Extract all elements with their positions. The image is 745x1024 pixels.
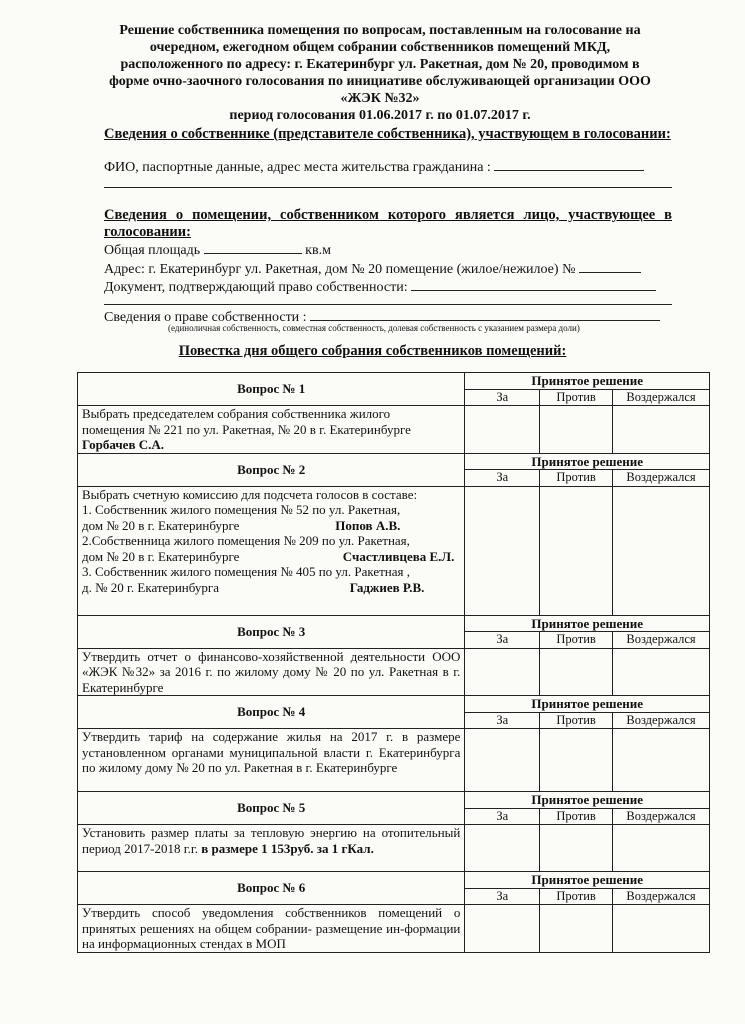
document-label: Документ, подтверждающий право собственности: bbox=[104, 280, 408, 295]
commission-member bbox=[82, 533, 460, 564]
vote-abstain-cell[interactable] bbox=[613, 729, 710, 792]
question-4-label: Вопрос № 4 bbox=[78, 696, 465, 729]
agenda-table bbox=[77, 372, 710, 953]
col-abstain: Воздержался bbox=[613, 712, 710, 729]
text-line: дом № 20 в г. Екатеринбурге bbox=[82, 548, 240, 564]
vote-abstain-cell[interactable] bbox=[613, 905, 710, 953]
question-2-header bbox=[78, 453, 710, 470]
chairman-name: Горбачев С.А. bbox=[82, 437, 164, 452]
vote-against-cell[interactable] bbox=[540, 905, 613, 953]
col-for: За bbox=[465, 808, 540, 825]
address-blank[interactable] bbox=[579, 259, 641, 273]
member-name: Счастливцева Е.Л. bbox=[342, 548, 455, 564]
col-against: Против bbox=[540, 808, 613, 825]
owner-section-heading: Сведения о собственнике (представителе собственника), участвующем в голосовании: bbox=[104, 126, 671, 142]
col-abstain: Воздержался bbox=[613, 470, 710, 487]
decision-header: Принятое решение bbox=[465, 615, 710, 632]
commission-member bbox=[82, 502, 460, 533]
area-blank[interactable] bbox=[204, 240, 302, 254]
vote-for-cell[interactable] bbox=[465, 825, 540, 872]
question-2-label: Вопрос № 2 bbox=[78, 453, 465, 486]
text-line: 2.Собственница жилого помещения № 209 по ул. Ракетная, bbox=[82, 533, 410, 548]
fio-blank[interactable] bbox=[494, 157, 644, 171]
heat-price: в размере 1 153руб. за 1 гКал. bbox=[201, 840, 374, 856]
address-field[interactable] bbox=[104, 259, 672, 279]
area-label: Общая площадь bbox=[104, 243, 201, 258]
document-blank-line[interactable] bbox=[104, 304, 672, 305]
question-1-label: Вопрос № 1 bbox=[78, 373, 465, 406]
col-for: За bbox=[465, 389, 540, 406]
col-abstain: Воздержался bbox=[613, 389, 710, 406]
text-line: помещения № 221 по ул. Ракетная, № 20 в г. Екатеринбурге bbox=[82, 421, 411, 437]
address-label: Адрес: г. Екатеринбург ул. Ракетная, дом № 20 помещение (жилое/нежилое) № bbox=[104, 262, 576, 277]
question-6-row bbox=[78, 905, 710, 953]
text-line: Установить размер платы за тепловую энергию на отопительный период 2017-2018 г.г. bbox=[82, 825, 461, 856]
col-against: Против bbox=[540, 632, 613, 649]
question-6-text: Утвердить способ уведомления собственников помещений о принятых решениях на общем собрании- размещение ин-формации на информационных стендах в МОП bbox=[78, 905, 465, 953]
vote-against-cell[interactable] bbox=[540, 729, 613, 792]
text-line: 3. Собственник жилого помещения № 405 по ул. Ракетная , bbox=[82, 564, 410, 579]
decision-header: Принятое решение bbox=[465, 872, 710, 889]
col-abstain: Воздержался bbox=[613, 632, 710, 649]
col-against: Против bbox=[540, 389, 613, 406]
text-line: 1. Собственник жилого помещения № 52 по ул. Ракетная, bbox=[82, 502, 401, 517]
fio-label: ФИО, паспортные данные, адрес места жительства гражданина : bbox=[104, 160, 491, 175]
question-1-text bbox=[78, 406, 465, 454]
text-line: Выбрать счетную комиссию для подсчета голосов в составе: bbox=[82, 486, 418, 502]
question-3-label: Вопрос № 3 bbox=[78, 615, 465, 648]
fio-field[interactable] bbox=[104, 157, 672, 177]
vote-abstain-cell[interactable] bbox=[613, 825, 710, 872]
text-line: д. № 20 г. Екатеринбурга bbox=[82, 579, 219, 595]
question-4-text: Утвердить тариф на содержание жилья на 2017 г. в размере установленном органами муниципальной власти г. Екатеринбурга по жилому дому № 20 по ул. Ракетная в г. Екатеринбурге bbox=[78, 729, 465, 792]
question-5-label: Вопрос № 5 bbox=[78, 792, 465, 825]
question-6-header bbox=[78, 872, 710, 889]
col-for: За bbox=[465, 888, 540, 905]
commission-member bbox=[82, 564, 460, 595]
title-line: «ЖЭК №32» bbox=[340, 91, 420, 106]
vote-for-cell[interactable] bbox=[465, 486, 540, 615]
vote-abstain-cell[interactable] bbox=[613, 406, 710, 454]
vote-for-cell[interactable] bbox=[465, 648, 540, 696]
decision-header: Принятое решение bbox=[465, 453, 710, 470]
vote-for-cell[interactable] bbox=[465, 905, 540, 953]
question-5-row bbox=[78, 825, 710, 872]
col-against: Против bbox=[540, 888, 613, 905]
vote-against-cell[interactable] bbox=[540, 825, 613, 872]
question-5-text bbox=[78, 825, 465, 872]
document-title bbox=[95, 22, 665, 124]
col-for: За bbox=[465, 712, 540, 729]
question-1-header bbox=[78, 373, 710, 390]
title-line: Решение собственника помещения по вопросам, поставленным на голосование на bbox=[119, 23, 641, 38]
question-3-row bbox=[78, 648, 710, 696]
question-1-row bbox=[78, 406, 710, 454]
question-6-label: Вопрос № 6 bbox=[78, 872, 465, 905]
question-3-text: Утвердить отчет о финансово-хозяйственной деятельности ООО «ЖЭК №32» за 2016 г. по жилому дому № 20 по ул. Ракетная в г. Екатеринбурге bbox=[78, 648, 465, 696]
decision-header: Принятое решение bbox=[465, 373, 710, 390]
decision-header: Принятое решение bbox=[465, 696, 710, 713]
col-for: За bbox=[465, 470, 540, 487]
premises-section-heading: Сведения о помещении, собственником которого является лицо, участвующее в голосовании: bbox=[104, 207, 672, 240]
title-line: форме очно-заочного голосования по инициативе обслуживающей организации ООО bbox=[109, 74, 651, 89]
ownership-blank[interactable] bbox=[310, 307, 660, 321]
vote-against-cell[interactable] bbox=[540, 648, 613, 696]
vote-abstain-cell[interactable] bbox=[613, 648, 710, 696]
text-line: дом № 20 в г. Екатеринбурге bbox=[82, 517, 240, 533]
question-4-header bbox=[78, 696, 710, 713]
vote-for-cell[interactable] bbox=[465, 729, 540, 792]
question-3-header bbox=[78, 615, 710, 632]
vote-abstain-cell[interactable] bbox=[613, 486, 710, 615]
document-blank[interactable] bbox=[411, 277, 656, 291]
member-name: Гаджиев Р.В. bbox=[349, 579, 425, 595]
question-2-row bbox=[78, 486, 710, 615]
col-abstain: Воздержался bbox=[613, 808, 710, 825]
col-for: За bbox=[465, 632, 540, 649]
vote-for-cell[interactable] bbox=[465, 406, 540, 454]
area-field[interactable] bbox=[104, 240, 672, 260]
col-abstain: Воздержался bbox=[613, 888, 710, 905]
vote-against-cell[interactable] bbox=[540, 406, 613, 454]
col-against: Против bbox=[540, 712, 613, 729]
member-name: Попов А.В. bbox=[335, 517, 401, 533]
voting-period: период голосования 01.06.2017 г. по 01.07.2017 г. bbox=[229, 108, 531, 123]
document-field[interactable] bbox=[104, 277, 672, 297]
question-4-row bbox=[78, 729, 710, 792]
col-against: Против bbox=[540, 470, 613, 487]
question-2-text bbox=[78, 486, 465, 615]
fio-blank-line[interactable] bbox=[104, 187, 672, 188]
title-line: расположенного по адресу: г. Екатеринбург ул. Ракетная, дом № 20, проводимом в bbox=[120, 57, 640, 72]
ownership-note: (единоличная собственность, совместная собственность, долевая собственность с указанием размера доли) bbox=[168, 323, 580, 333]
vote-against-cell[interactable] bbox=[540, 486, 613, 615]
agenda-title: Повестка дня общего собрания собственников помещений: bbox=[178, 343, 567, 359]
question-5-header bbox=[78, 792, 710, 809]
decision-header: Принятое решение bbox=[465, 792, 710, 809]
text-line: Выбрать председателем собрания собственника жилого bbox=[82, 406, 391, 421]
ownership-label: Сведения о праве собственности : bbox=[104, 310, 307, 325]
title-line: очередном, ежегодном общем собрании собственников помещений МКД, bbox=[149, 40, 611, 55]
area-unit: кв.м bbox=[305, 243, 331, 258]
